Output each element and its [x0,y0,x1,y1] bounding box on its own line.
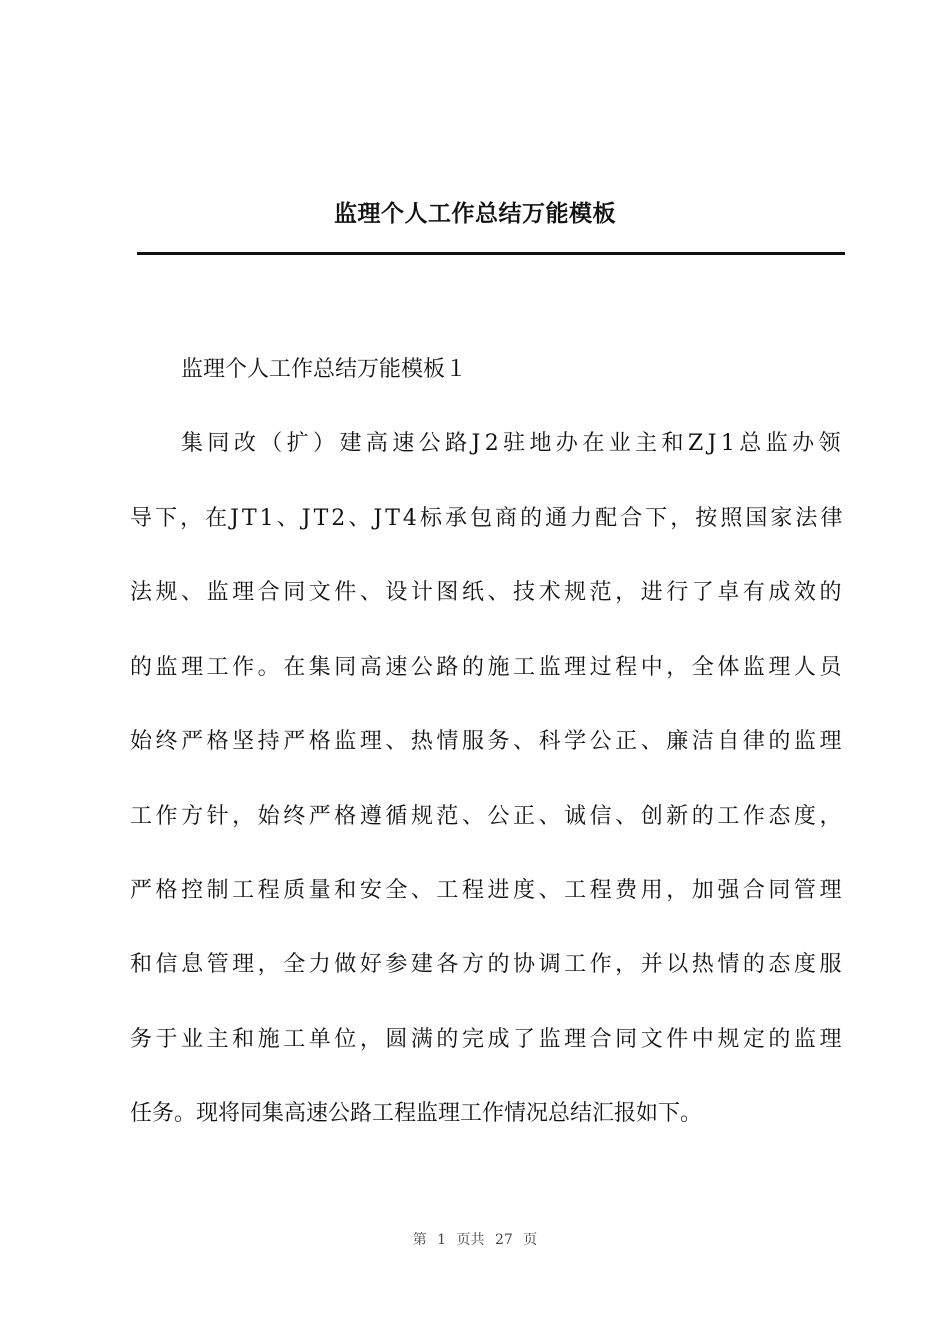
section-heading: 监理个人工作总结万能模板１ [181,357,468,382]
paragraph-line: 始终严格坚持严格监理、热情服务、科学公正、廉洁自律的监理 [130,729,846,754]
paragraph-line: 工作方针，始终严格遵循规范、公正、诚信、创新的工作态度， [130,804,846,829]
paragraph-line: 导下，在JT1、JT2、JT4标承包商的通力配合下，按照国家法律 [130,506,846,531]
paragraph-line: 任务。现将同集高速公路工程监理工作情况总结汇报如下。 [130,1101,703,1126]
paragraph-line: 的监理工作。在集同高速公路的施工监理过程中，全体监理人员 [130,655,846,680]
title-underline-rule [137,252,845,255]
page-number-footer: 第 1 页共 27 页 [412,1232,538,1248]
paragraph-line: 严格控制工程质量和安全、工程进度、工程费用，加强合同管理 [130,878,846,903]
paragraph-line: 和信息管理，全力做好参建各方的协调工作，并以热情的态度服 [130,952,846,977]
paragraph-line: 集同改（扩）建高速公路J2驻地办在业主和ZJ1总监办领 [181,431,845,456]
paragraph-line: 法规、监理合同文件、设计图纸、技术规范，进行了卓有成效的 [130,580,846,605]
document-title: 监理个人工作总结万能模板 [334,200,616,227]
paragraph-line: 务于业主和施工单位，圆满的完成了监理合同文件中规定的监理 [130,1027,846,1052]
